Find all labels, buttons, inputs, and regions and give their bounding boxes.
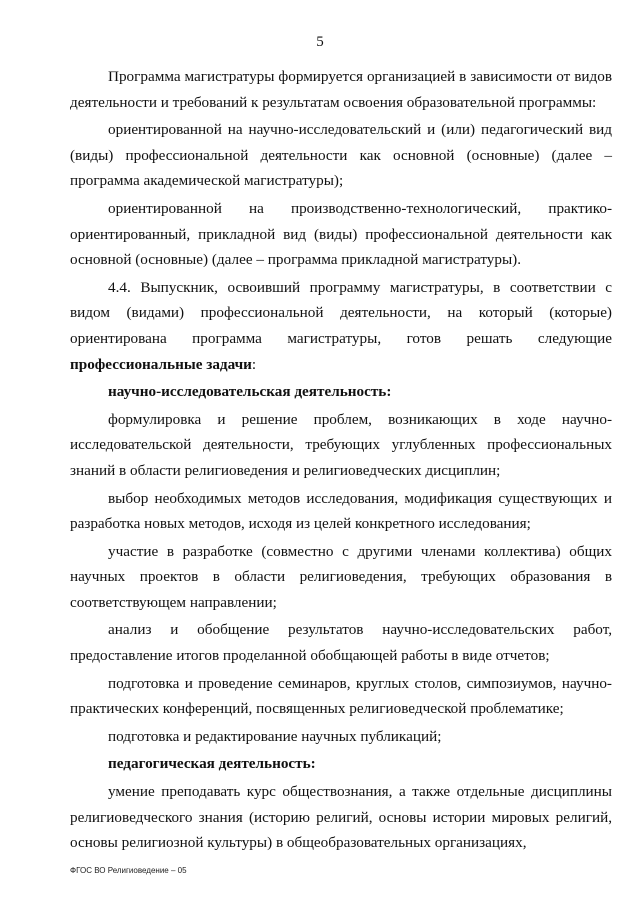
heading-research-activity: научно-исследовательская деятельность: [108, 383, 392, 401]
footer-standard-code: ФГОС ВО Религиоведение – 05 [70, 866, 187, 875]
paragraph-publications: подготовка и редактирование научных публикаций; [108, 727, 442, 745]
paragraph-teaching: умение преподавать курс обществознания, а также отдельные дисциплины религиоведческого знания (историю религий, основы истории мировых религий, основы религиозной культуры) в общеобразовательных организациях, [70, 783, 612, 852]
paragraph-4-4-text: 4.4. Выпускник, освоивший программу магистратуры, в соответствии с видом (видами) профессиональной деятельности, на который (которые) ориентирована программа магистратуры, готов решать следующие [70, 278, 612, 347]
paragraph-problem-formulation: формулировка и решение проблем, возникающих в ходе научно-исследовательской деятельности, требующих углубленных профессиональных знаний в области религиоведения и религиоведческих дисциплин; [70, 410, 612, 479]
paragraph-academic-master: ориентированной на научно-исследовательский и (или) педагогический вид (виды) профессиональной деятельности как основной (основные) (далее – программа академической магистратуры); [70, 121, 612, 190]
professional-tasks-term: профессиональные задачи [70, 355, 252, 373]
paragraph-applied-master: ориентированной на производственно-технологический, практико-ориентированный, прикладной вид (виды) профессиональной деятельности как основной (основные) (далее – программа прикладной магистратуры). [70, 199, 612, 269]
paragraph-analysis: анализ и обобщение результатов научно-исследовательских работ, предоставление итогов проделанной обобщающей работы в виде отчетов; [70, 621, 612, 665]
heading-pedagogical-activity: педагогическая деятельность: [108, 755, 316, 773]
document-body [70, 64, 612, 856]
paragraph-project-participation: участие в разработке (совместно с другими членами коллектива) общих научных проектов в области религиоведения, требующих образования в соответствующем направлении; [70, 542, 612, 611]
paragraph-4-4-colon: : [251, 355, 257, 373]
page-number: 5 [316, 34, 324, 50]
paragraph-4-4 [70, 275, 612, 377]
paragraph-seminars: подготовка и проведение семинаров, круглых столов, симпозиумов, научно-практических конференций, посвященных религиоведческой проблематике; [70, 674, 612, 718]
paragraph-intro: Программа магистратуры формируется организацией в зависимости от видов деятельности и требований к результатам освоения образовательной программы: [70, 68, 612, 111]
paragraph-method-selection: выбор необходимых методов исследования, модификация существующих и разработка новых методов, исходя из целей конкретного исследования; [70, 489, 612, 533]
